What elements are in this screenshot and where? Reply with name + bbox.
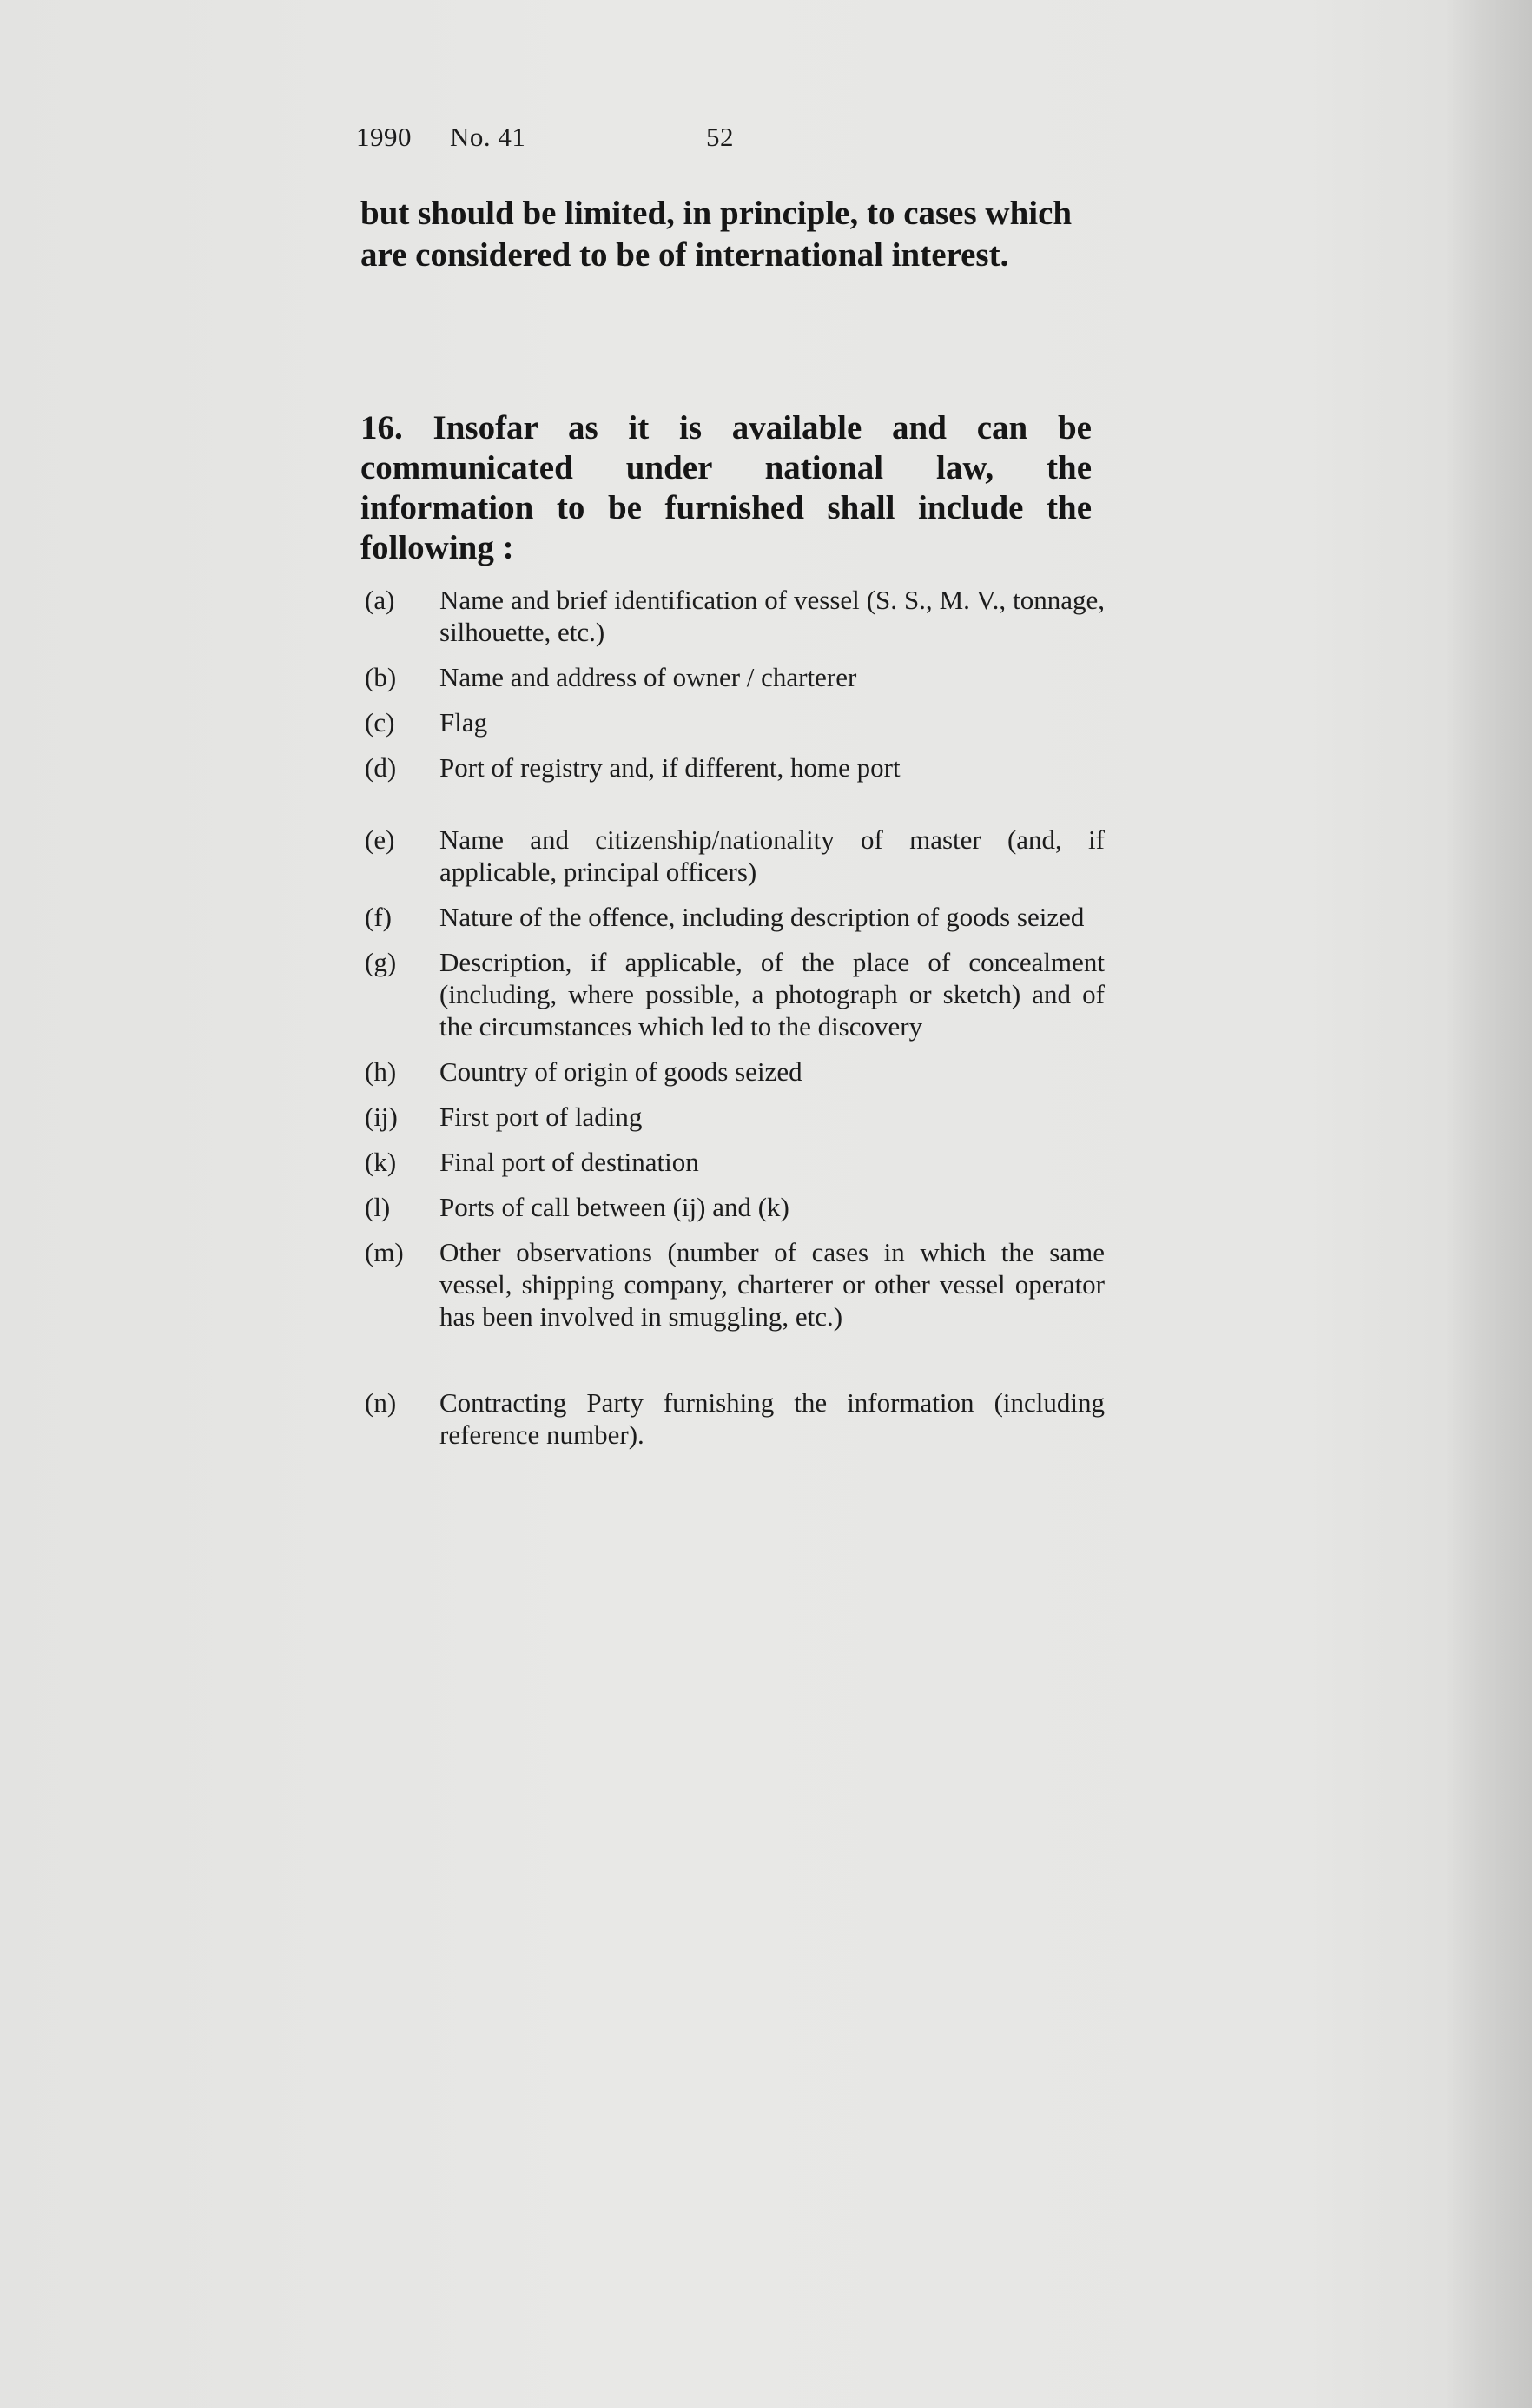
list-item — [365, 706, 1105, 738]
list-item-text: Contracting Party furnishing the information (including reference number). — [439, 1387, 1105, 1450]
list-item — [365, 1101, 1105, 1133]
list-item-label: (b) — [365, 662, 397, 692]
list-item-label: (m) — [365, 1237, 404, 1267]
header-number: No. 41 — [450, 122, 526, 152]
list-item-label: (d) — [365, 752, 397, 783]
page-header — [356, 122, 1138, 165]
paragraph-16: 16. Insofar as it is available and can be communicated under national law, the information to be furnished shall include the following : — [360, 409, 1092, 566]
intro-paragraph: but should be limited, in principle, to cases which are considered to be of international interest. — [360, 195, 1073, 274]
list-item — [365, 751, 1105, 784]
list-item — [365, 946, 1105, 1042]
list-item-text: First port of lading — [439, 1101, 643, 1132]
list-item — [365, 661, 1105, 693]
list-item-text: Description, if applicable, of the place of concealment (including, where possible, a photograph or sketch) and of the circumstances which led to the discovery — [439, 947, 1105, 1042]
list-item — [365, 1386, 1105, 1451]
list-item-label: (c) — [365, 707, 395, 738]
list-item — [365, 1146, 1105, 1178]
list-item — [365, 584, 1105, 648]
list-item-text: Port of registry and, if different, home port — [439, 752, 901, 783]
list-item-text: Nature of the offence, including description of goods seized — [439, 902, 1085, 932]
list-item — [365, 1236, 1105, 1333]
list-item-text: Name and brief identification of vessel (S. S., M. V., tonnage, silhouette, etc.) — [439, 585, 1105, 647]
list-item — [365, 1191, 1105, 1223]
list-item — [365, 1055, 1105, 1088]
information-list — [365, 584, 1105, 1464]
page-number: 52 — [706, 122, 734, 152]
list-item-label: (g) — [365, 947, 397, 977]
list-item-label: (ij) — [365, 1101, 398, 1132]
header-year: 1990 — [356, 122, 412, 152]
list-item-text: Final port of destination — [439, 1147, 699, 1177]
list-item-text: Country of origin of goods seized — [439, 1056, 802, 1087]
list-item-label: (h) — [365, 1056, 397, 1087]
list-item-text: Name and citizenship/nationality of master (and, if applicable, principal officers) — [439, 824, 1105, 887]
page-edge-shadow — [1445, 0, 1532, 2408]
list-item-label: (e) — [365, 824, 395, 855]
list-item-label: (f) — [365, 902, 392, 932]
list-item — [365, 901, 1105, 933]
list-item — [365, 824, 1105, 888]
list-item-text: Flag — [439, 707, 488, 738]
list-item-text: Name and address of owner / charterer — [439, 662, 857, 692]
list-item-label: (l) — [365, 1192, 391, 1222]
list-item-text: Other observations (number of cases in which the same vessel, shipping company, charterer or other vessel operator has been involved in smuggling, etc.) — [439, 1237, 1105, 1332]
list-item-label: (a) — [365, 585, 395, 615]
list-item-text: Ports of call between (ij) and (k) — [439, 1192, 789, 1222]
list-item-label: (n) — [365, 1387, 397, 1418]
list-item-label: (k) — [365, 1147, 397, 1177]
